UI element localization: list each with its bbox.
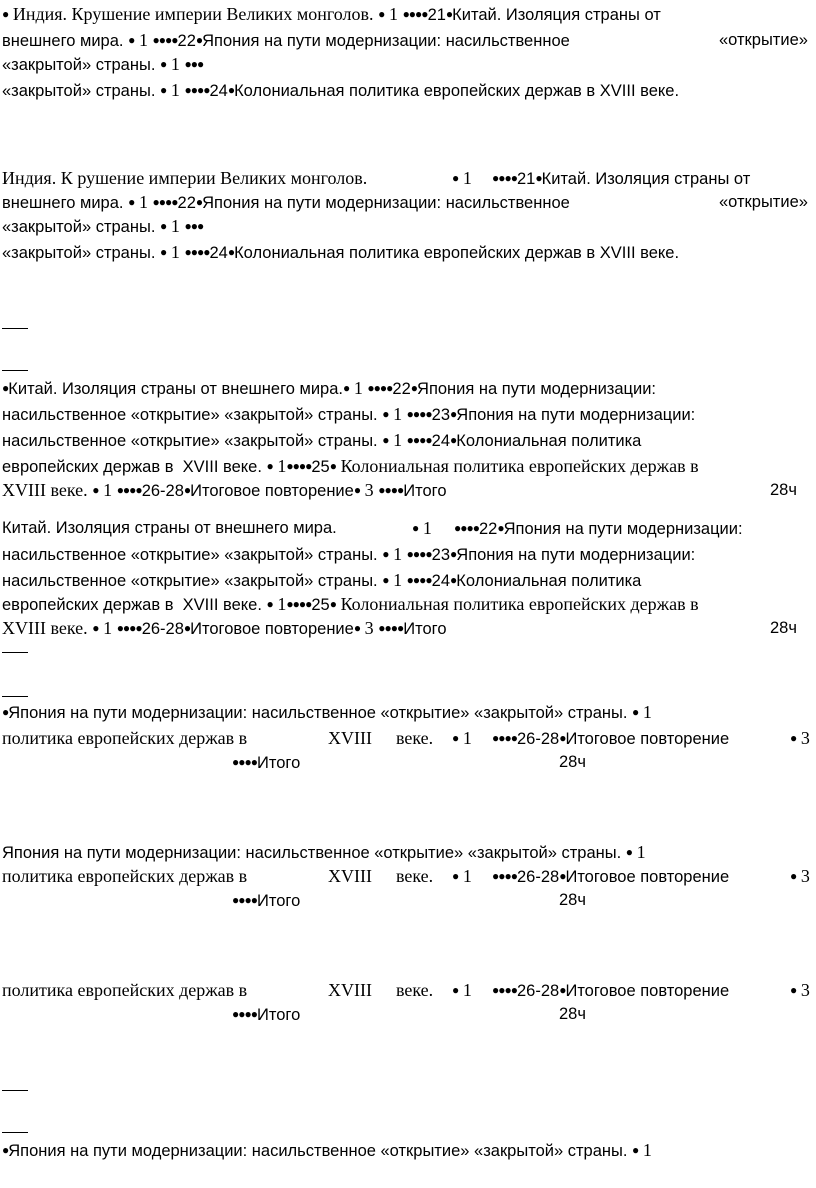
bullet-icon: ●●●● — [406, 547, 432, 561]
bullet-icon: ● — [410, 381, 418, 395]
bullet-icon: ● — [160, 57, 167, 71]
lesson-title: Колониальная политика — [456, 432, 642, 450]
bullet-icon: ● — [92, 621, 99, 635]
hours-number: 1 — [138, 192, 148, 212]
total-label: Итого — [403, 482, 447, 500]
bullet-icon: ● — [342, 381, 350, 395]
hours-number: 1 — [393, 570, 403, 590]
hours-number: 1 — [393, 430, 403, 450]
lesson-title: Колониальная политика — [456, 572, 642, 590]
bullet-icon: ● — [128, 33, 135, 47]
lesson-number: 26-28 — [141, 482, 184, 500]
text-serif: веке. — [396, 866, 434, 886]
lesson-number: 26-28 — [141, 620, 184, 638]
hours-number: 3 — [800, 728, 810, 748]
text-serif: рушение империи Великих монголов. — [77, 168, 368, 188]
bullet-icon: ●●●● — [184, 83, 210, 97]
lesson-number: 24 — [209, 244, 228, 262]
bullet-icon: ● — [535, 171, 542, 185]
bullet-icon: ● — [412, 521, 419, 535]
bullet-icon: ●●●● — [492, 983, 517, 997]
hours-number: 1 — [103, 480, 113, 500]
bullet-icon: ● — [2, 7, 9, 21]
lesson-title: Япония на пути модернизации: — [456, 546, 696, 564]
lesson-number: 26-28 — [517, 982, 560, 1000]
bullet-icon: ● — [183, 621, 191, 635]
bullet-icon: ●●●● — [406, 407, 432, 421]
hours-number: 3 — [800, 980, 810, 1000]
bullet-icon: ●●●● — [406, 573, 432, 587]
line — [2, 978, 814, 1002]
bullet-icon: ●●●● — [406, 433, 432, 447]
bullet-icon: ● — [452, 171, 459, 185]
text: европейских держав в — [2, 458, 174, 476]
hours-number: 1 — [462, 728, 472, 748]
lesson-title: Япония на пути модернизации: насильственное «открытие» «закрытой» страны. — [2, 844, 622, 862]
lesson-title: Китай. Изоляция страны от — [452, 6, 661, 24]
total-label: Итого — [257, 754, 301, 772]
total-label: Итого — [403, 620, 447, 638]
bullet-icon: ● — [160, 83, 167, 97]
lesson-title: Япония на пути модернизации: насильственное — [202, 194, 570, 212]
bullet-icon: ● — [632, 705, 639, 719]
divider — [2, 370, 28, 371]
bullet-icon: ● — [2, 381, 9, 395]
text: XVIII — [182, 596, 219, 614]
total-hours: 28ч — [770, 619, 797, 637]
bullet-icon: ● — [183, 483, 191, 497]
lesson-number: 26-28 — [517, 868, 560, 886]
bullet-icon: ●●●● — [232, 755, 257, 769]
text-serif: политика европейских держав в — [2, 980, 248, 1000]
line — [2, 478, 814, 502]
bullet-icon: ● — [353, 483, 361, 497]
text-serif: веке. — [396, 980, 434, 1000]
bullet-icon: ● — [625, 845, 633, 859]
bullet-icon: ● — [450, 573, 457, 587]
hours-number: 1 — [103, 618, 113, 638]
total-label: Итого — [257, 1006, 301, 1024]
lesson-number: 21 — [427, 6, 446, 24]
hours-number: 1 — [138, 30, 148, 50]
bullet-icon: ●●●● — [454, 521, 479, 535]
bullet-icon: ● — [128, 195, 135, 209]
bullet-icon: ●●●● — [492, 731, 517, 745]
bullet-icon: ● — [2, 705, 9, 719]
hours-number: 1 — [277, 456, 287, 476]
lesson-title: Япония на пути модернизации: насильственное — [202, 32, 570, 50]
lesson-title: Итоговое повторение — [565, 868, 730, 886]
text-serif: XVIII веке. — [2, 618, 88, 638]
text: XVIII — [182, 458, 219, 476]
line — [2, 28, 814, 52]
bullet-icon: ● — [382, 573, 389, 587]
lesson-number: 22 — [479, 520, 498, 538]
line — [2, 726, 814, 750]
text-serif: политика европейских держав в — [2, 728, 248, 748]
line — [2, 2, 814, 26]
line — [2, 240, 814, 264]
hours-number: 1 — [170, 216, 180, 236]
bullet-icon: ● — [382, 407, 389, 421]
hours-number: 3 — [800, 866, 810, 886]
line — [2, 700, 814, 724]
divider — [2, 696, 28, 697]
text-serif: Индия. К — [2, 168, 73, 188]
text-serif: Индия. Крушение империи Великих монголов. — [12, 4, 374, 24]
bullet-icon: ● — [266, 597, 273, 611]
line — [2, 1002, 814, 1026]
lesson-number: 23 — [431, 406, 451, 424]
bullet-icon: ● — [559, 869, 566, 883]
lesson-number: 21 — [517, 170, 536, 188]
bullet-icon: ●●●● — [402, 7, 428, 21]
divider — [2, 1132, 28, 1133]
bullet-icon: ●●●● — [184, 245, 210, 259]
total-hours: 28ч — [559, 891, 586, 909]
bullet-icon: ● — [559, 983, 566, 997]
line — [2, 568, 814, 592]
text: «открытие» — [719, 31, 808, 49]
bullet-icon: ● — [329, 459, 336, 473]
bullet-icon: ● — [160, 245, 167, 259]
text: европейских держав в — [2, 596, 174, 614]
text: внешнего мира. — [2, 194, 124, 212]
text: веке. — [223, 596, 262, 614]
line — [2, 1138, 814, 1162]
line — [2, 542, 814, 566]
bullet-icon: ● — [353, 621, 361, 635]
lesson-number: 22 — [177, 32, 196, 50]
text-serif: XVIII веке. — [2, 480, 88, 500]
bullet-icon: ●●●● — [378, 621, 404, 635]
lesson-title: Итоговое повторение — [190, 482, 354, 500]
line — [2, 402, 814, 426]
total-label: Итого — [257, 892, 301, 910]
lesson-number: 26-28 — [517, 730, 560, 748]
bullet-icon: ● — [195, 33, 203, 47]
divider — [2, 652, 28, 653]
hours-number: 1 — [170, 80, 180, 100]
bullet-icon: ● — [329, 597, 336, 611]
lesson-title: Япония на пути модернизации: — [417, 380, 656, 398]
hours-number: 1 — [642, 702, 652, 722]
lesson-title: Итоговое повторение — [190, 620, 354, 638]
text-serif: XVIII — [328, 728, 372, 748]
line — [2, 888, 814, 912]
text: «закрытой» страны. — [2, 82, 156, 100]
bullet-icon: ●●●● — [152, 195, 178, 209]
line — [2, 616, 814, 640]
bullet-icon: ●●●● — [367, 381, 393, 395]
bullet-icon: ● — [227, 83, 235, 97]
bullet-icon: ●●●● — [286, 459, 312, 473]
divider — [2, 1090, 28, 1091]
text: «открытие» — [719, 193, 808, 211]
bullet-icon: ● — [160, 219, 167, 233]
hours-number: 1 — [422, 518, 432, 538]
bullet-icon: ● — [266, 459, 273, 473]
hours-number: 1 — [170, 54, 180, 74]
line — [2, 428, 814, 452]
lesson-number: 24 — [431, 432, 451, 450]
bullet-icon: ● — [452, 869, 459, 883]
line — [2, 516, 814, 540]
bullet-icon: ● — [559, 731, 566, 745]
bullet-icon: ● — [382, 547, 389, 561]
text: насильственное «открытие» «закрытой» страны. — [2, 406, 378, 424]
bullet-icon: ● — [790, 983, 797, 997]
text-serif: веке. — [396, 728, 434, 748]
bullet-icon: ● — [790, 731, 797, 745]
text: веке. — [223, 458, 262, 476]
bullet-icon: ● — [450, 407, 457, 421]
lesson-title: Итоговое повторение — [565, 982, 730, 1000]
hours-number: 1 — [277, 594, 287, 614]
hours-number: 1 — [636, 842, 646, 862]
hours-number: 3 — [364, 480, 374, 500]
bullet-icon: ●●●● — [116, 483, 142, 497]
bullet-icon: ●●●● — [232, 1007, 257, 1021]
bullet-icon: ●●●● — [492, 869, 517, 883]
bullet-icon: ●●●● — [116, 621, 142, 635]
total-hours: 28ч — [770, 481, 797, 499]
bullet-icon: ● — [382, 433, 389, 447]
line — [2, 190, 814, 214]
lesson-title: Колониальная политика европейских держав в — [234, 244, 596, 262]
lesson-number: 25 — [311, 596, 330, 614]
lesson-number: 24 — [431, 572, 451, 590]
line — [2, 214, 814, 238]
lesson-title: Китай. Изоляция страны от внешнего мира. — [8, 380, 343, 398]
divider — [2, 328, 28, 329]
total-hours: 28ч — [559, 753, 586, 771]
lesson-number: 25 — [311, 458, 330, 476]
text-serif: политика европейских держав в — [2, 866, 248, 886]
lesson-title: Япония на пути модернизации: насильственное «открытие» «закрытой» страны. — [8, 704, 628, 722]
bullet-icon: ● — [450, 547, 457, 561]
bullet-icon: ● — [632, 1143, 639, 1157]
bullet-icon: ● — [452, 983, 459, 997]
text: насильственное «открытие» «закрытой» страны. — [2, 546, 378, 564]
text: внешнего мира. — [2, 32, 124, 50]
bullet-icon: ● — [195, 195, 203, 209]
lesson-title: Япония на пути модернизации: — [456, 406, 696, 424]
text-serif: Колониальная политика европейских держав в — [340, 456, 699, 476]
bullet-icon: ● — [92, 483, 99, 497]
text-serif: Колониальная политика европейских держав в — [340, 594, 699, 614]
line — [2, 52, 814, 76]
lesson-number: 24 — [209, 82, 228, 100]
lesson-number: 22 — [392, 380, 411, 398]
bullet-icon: ● — [452, 731, 459, 745]
text: «закрытой» страны. — [2, 244, 156, 262]
lesson-title: Китай. Изоляция страны от внешнего мира. — [2, 519, 337, 537]
lesson-title: Китай. Изоляция страны от — [541, 170, 751, 188]
bullet-icon: ●●●● — [286, 597, 312, 611]
hours-number: 3 — [364, 618, 374, 638]
bullet-icon: ●●●● — [232, 893, 257, 907]
line — [2, 376, 814, 400]
hours-number: 1 — [642, 1140, 652, 1160]
hours-number: 1 — [462, 168, 472, 188]
bullet-icon: ● — [2, 1143, 9, 1157]
line — [2, 592, 814, 616]
bullet-icon: ●●● — [184, 57, 204, 71]
line — [2, 78, 814, 102]
text: XVIII веке. — [599, 244, 680, 262]
hours-number: 1 — [170, 242, 180, 262]
total-hours: 28ч — [559, 1005, 586, 1023]
lesson-title: Япония на пути модернизации: насильственное «открытие» «закрытой» страны. — [8, 1142, 628, 1160]
line — [2, 454, 814, 478]
bullet-icon: ● — [378, 7, 385, 21]
line — [2, 864, 814, 888]
line — [2, 840, 814, 864]
bullet-icon: ●●● — [184, 219, 204, 233]
lesson-title: Колониальная политика европейских держав в — [234, 82, 596, 100]
line — [2, 166, 814, 190]
text: насильственное «открытие» «закрытой» страны. — [2, 432, 378, 450]
line — [2, 750, 814, 774]
hours-number: 1 — [353, 378, 363, 398]
text-serif: XVIII — [328, 866, 372, 886]
bullet-icon: ● — [497, 521, 504, 535]
hours-number: 1 — [462, 980, 472, 1000]
hours-number: 1 — [393, 404, 403, 424]
text-serif: XVIII — [328, 980, 372, 1000]
hours-number: 1 — [388, 4, 398, 24]
bullet-icon: ●●●● — [152, 33, 178, 47]
bullet-icon: ● — [445, 7, 453, 21]
lesson-number: 23 — [431, 546, 451, 564]
hours-number: 1 — [462, 866, 472, 886]
bullet-icon: ●●●● — [492, 171, 517, 185]
lesson-number: 22 — [177, 194, 196, 212]
text: «закрытой» страны. — [2, 218, 156, 236]
text: насильственное «открытие» «закрытой» страны. — [2, 572, 378, 590]
text: «закрытой» страны. — [2, 56, 156, 74]
lesson-title: Итоговое повторение — [565, 730, 730, 748]
hours-number: 1 — [393, 544, 403, 564]
bullet-icon: ● — [227, 245, 235, 259]
lesson-title: Япония на пути модернизации: — [503, 520, 743, 538]
bullet-icon: ●●●● — [378, 483, 404, 497]
text: XVIII веке. — [599, 82, 680, 100]
bullet-icon: ● — [790, 869, 797, 883]
bullet-icon: ● — [450, 433, 457, 447]
